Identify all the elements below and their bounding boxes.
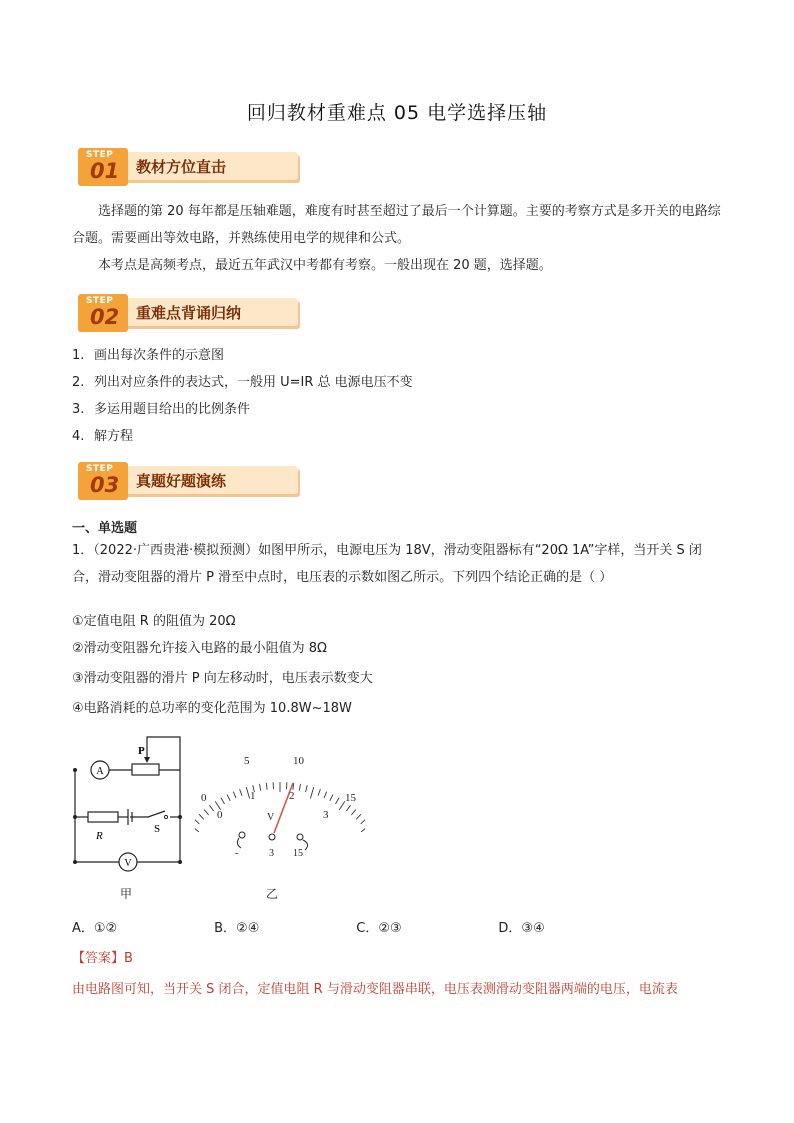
step-03-header — [78, 462, 278, 502]
option-c[interactable]: C．②③ — [356, 921, 402, 936]
dial-tick — [227, 795, 230, 801]
slider-arrow-icon — [144, 757, 150, 763]
step-label: 真题好题演练 — [136, 472, 227, 490]
dial-tick — [361, 819, 365, 824]
dial-tick — [318, 789, 320, 796]
svg-text:0: 0 — [217, 809, 223, 821]
svg-text:15: 15 — [345, 792, 356, 804]
dial-tick — [199, 814, 204, 819]
option-a[interactable]: A．①② — [72, 921, 118, 936]
answer-options — [72, 917, 545, 936]
svg-text:3: 3 — [323, 809, 329, 821]
dial-tick — [195, 824, 199, 832]
dial-tick — [221, 798, 225, 804]
intro-paragraph-1: 选择题的第 20 每年都是压轴难题，难度有时甚至超过了最后一个计算题。主要的考察方式是多开关的电路综合题。需要画出等效电路，并熟练使用电学的规律和公式。 — [72, 204, 721, 246]
section-heading: 一、单选题 — [72, 521, 138, 536]
svg-text:V: V — [124, 858, 132, 869]
dial-tick — [356, 814, 361, 819]
intro-paragraph-2: 本考点是高频考点，最近五年武汉中考都有考察。一般出现在 20 题，选择题。 — [98, 258, 552, 273]
list-item: 3. 多运用题目给出的比例条件 — [72, 402, 251, 417]
dial-tick — [260, 784, 261, 791]
svg-text:A: A — [96, 766, 104, 777]
list-item: 1. 画出每次条件的示意图 — [72, 348, 225, 363]
terminal-15 — [297, 834, 303, 840]
figure-b-caption: 乙 — [266, 887, 279, 901]
dial-tick — [361, 824, 365, 832]
option-d[interactable]: D．③④ — [498, 921, 545, 936]
dial-tick — [346, 805, 350, 811]
svg-text:5: 5 — [244, 755, 250, 767]
dial-tick — [336, 798, 340, 804]
step-label: 重难点背诵归纳 — [136, 304, 242, 322]
svg-text:15: 15 — [293, 848, 303, 859]
dial-tick — [330, 795, 333, 801]
dial-tick — [339, 801, 345, 809]
svg-text:P: P — [138, 745, 145, 757]
list-item: 2. 列出对应条件的表达式，一般用 U=IR 总 电源电压不变 — [72, 375, 413, 390]
svg-text:1: 1 — [250, 790, 256, 802]
terminal-minus — [239, 832, 245, 838]
resistor-icon — [88, 812, 118, 822]
step-02-header — [78, 294, 278, 334]
dial-tick — [204, 810, 209, 815]
dial-tick — [306, 785, 308, 792]
question-stem: 1．（2022·广西贵港·模拟预测）如图甲所示，电源电压为 18V，滑动变阻器标有“20Ω 1A”字样，当开关 S 闭合，滑动变阻器的滑片 P 滑至中点时，电压表的示数如图乙所示。下列四个结论正确的是（ ） — [72, 543, 702, 585]
list-item: 4. 解方程 — [72, 429, 134, 444]
svg-text:10: 10 — [293, 755, 304, 767]
figure-a-caption: 甲 — [120, 887, 133, 901]
dial-tick — [310, 787, 313, 799]
dial-tick — [233, 792, 236, 798]
step-01-header — [78, 148, 278, 188]
summary-list — [72, 342, 413, 450]
terminal-3 — [269, 834, 275, 840]
statement-2: ②滑动变阻器允许接入电路的最小阻值为 8Ω — [72, 641, 327, 656]
statement-4: ④电路消耗的总功率的变化范围为 10.8W~18W — [72, 701, 352, 716]
dial-tick — [266, 783, 267, 790]
option-b[interactable]: B．②④ — [214, 921, 260, 936]
svg-text:V: V — [267, 812, 275, 823]
dial-tick — [195, 819, 199, 824]
statement-3: ③滑动变阻器的滑片 P 向左移动时，电压表示数变大 — [72, 671, 373, 686]
svg-text:R: R — [96, 830, 103, 842]
dial-tick — [299, 784, 300, 791]
step-badge: STEP 02 — [78, 294, 128, 332]
svg-text:-: - — [235, 848, 239, 859]
dial-tick — [210, 805, 214, 811]
svg-text:S: S — [154, 823, 161, 835]
explanation-text: 由电路图可知，当开关 S 闭合，定值电阻 R 与滑动变阻器串联，电压表测滑动变阻器两端的电压，电流表 — [72, 982, 678, 997]
circuit-diagram — [70, 735, 200, 885]
dial-tick — [351, 810, 356, 815]
dial-tick — [324, 792, 327, 798]
svg-text:3: 3 — [269, 848, 274, 859]
svg-text:2: 2 — [289, 790, 295, 802]
step-badge: STEP 03 — [78, 462, 128, 500]
voltmeter-dial — [195, 750, 365, 865]
step-badge: STEP 01 — [78, 148, 128, 186]
answer-label: 【答案】B — [72, 951, 133, 966]
rheostat-icon — [132, 764, 159, 775]
svg-text:0: 0 — [201, 792, 207, 804]
page-title: 回归教材重难点 05 电学选择压轴 — [246, 102, 548, 124]
statement-1: ①定值电阻 R 的阻值为 20Ω — [72, 614, 236, 629]
step-label: 教材方位直击 — [136, 158, 227, 176]
dial-tick — [240, 789, 242, 796]
